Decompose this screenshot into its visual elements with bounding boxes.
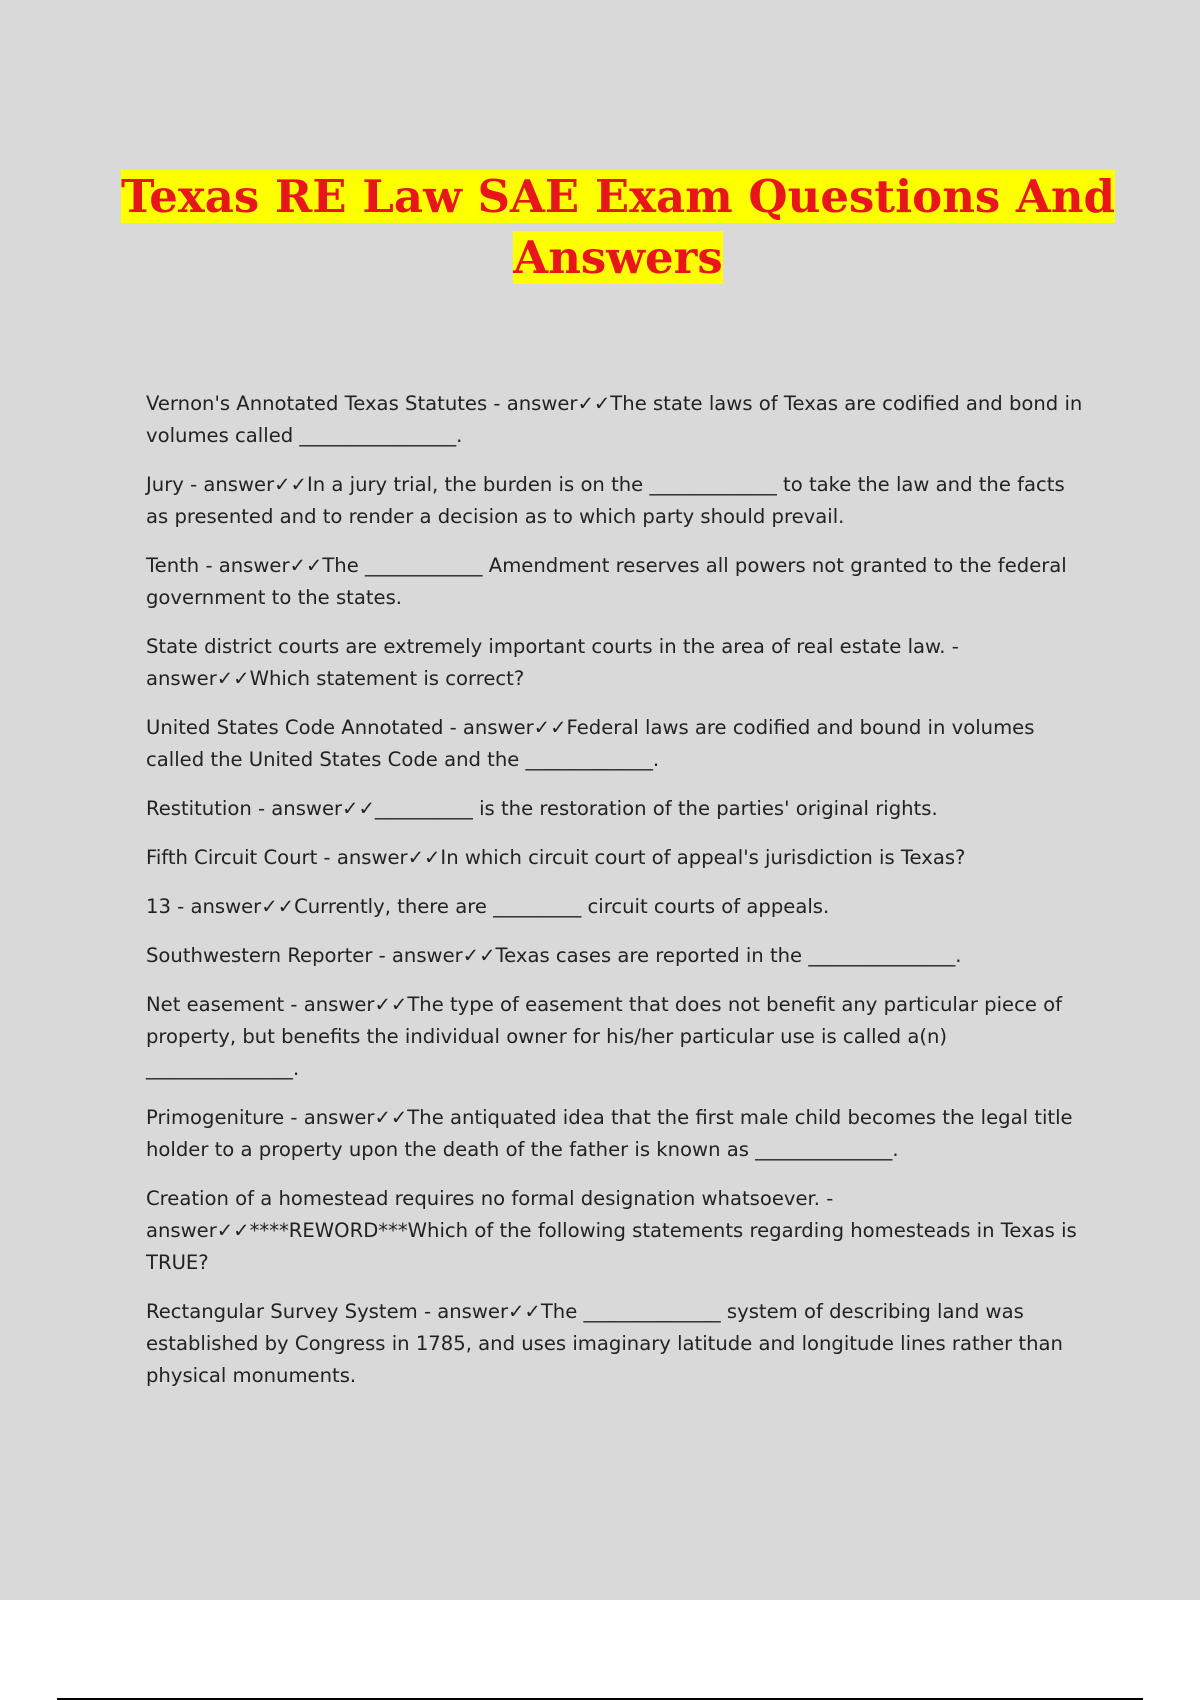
document-title	[0, 166, 1200, 288]
title-block	[0, 166, 1200, 288]
qa-item: Jury - answer✓✓In a jury trial, the burden is on the _____________ to take the law and the facts as presented and to render a decision as to which party should prevail.	[146, 473, 1065, 528]
qa-item: Restitution - answer✓✓__________ is the restoration of the parties' original rights.	[146, 797, 938, 820]
qa-item: Fifth Circuit Court - answer✓✓In which circuit court of appeal's jurisdiction is Texas?	[146, 846, 966, 869]
qa-item: Net easement - answer✓✓The type of easement that does not benefit any particular piece of property, but benefits the individual owner for his/her particular use is called a(n) _______________.	[146, 993, 1063, 1080]
title-line-1: Texas RE Law SAE Exam Questions And	[120, 170, 1116, 223]
title-line-2: Answers	[513, 231, 723, 284]
qa-item: Rectangular Survey System - answer✓✓The ______________ system of describing land was established by Congress in 1785, and uses imaginary latitude and longitude lines rather than physical monuments.	[146, 1300, 1063, 1387]
qa-item: United States Code Annotated - answer✓✓Federal laws are codified and bound in volumes called the United States Code and the _____________.	[146, 716, 1035, 771]
qa-item: Southwestern Reporter - answer✓✓Texas cases are reported in the _______________.	[146, 944, 962, 967]
qa-item: Vernon's Annotated Texas Statutes - answer✓✓The state laws of Texas are codified and bond in volumes called ________________.	[146, 392, 1083, 447]
qa-item: State district courts are extremely important courts in the area of real estate law. - answer✓✓Which statement is correct?	[146, 635, 959, 690]
qa-item: 13 - answer✓✓Currently, there are _________ circuit courts of appeals.	[146, 895, 830, 918]
qa-item: Creation of a homestead requires no formal designation whatsoever. - answer✓✓****REWORD***Which of the following statements regarding homesteads in Texas is TRUE?	[146, 1187, 1077, 1274]
qa-list	[146, 388, 1091, 1409]
qa-item: Primogeniture - answer✓✓The antiquated idea that the first male child becomes the legal title holder to a property upon the death of the father is known as ______________.	[146, 1106, 1073, 1161]
qa-item: Tenth - answer✓✓The ____________ Amendment reserves all powers not granted to the federal government to the states.	[146, 554, 1067, 609]
